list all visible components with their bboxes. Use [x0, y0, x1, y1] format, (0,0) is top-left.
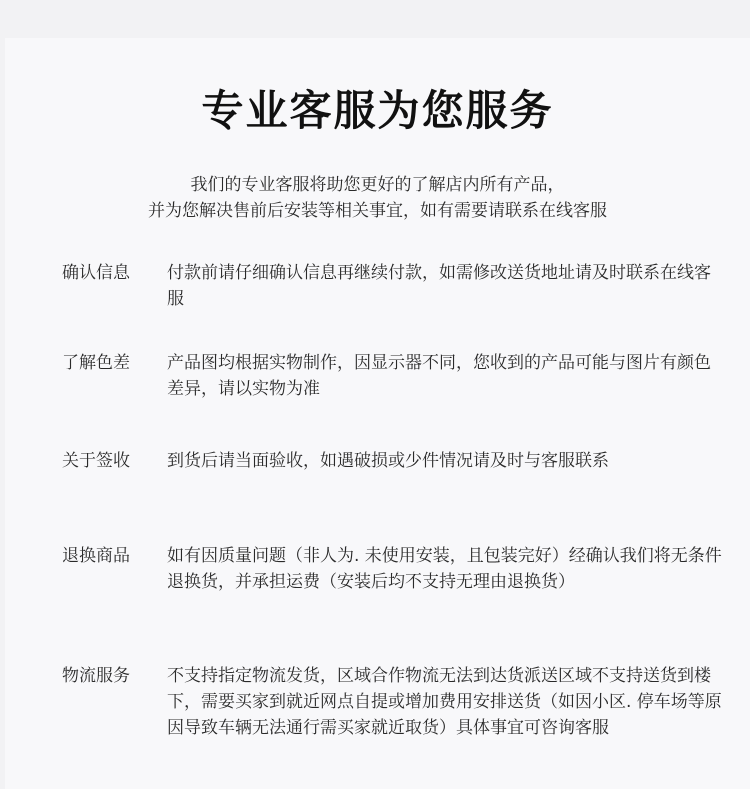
page-title: 专业客服为您服务: [201, 86, 554, 135]
intro-line-1: 我们的专业客服将助您更好的了解店内所有产品，: [190, 175, 565, 195]
intro: [5, 172, 750, 224]
item-color-difference: [62, 350, 722, 402]
service-panel: [5, 38, 750, 789]
item-text: 如有因质量问题（非人为. 未使用安装，且包装完好）经确认我们将无条件退换货，并承担运费（安装后均不支持无理由退换货）: [167, 546, 722, 592]
item-text: 不支持指定物流发货，区域合作物流无法到达货派送区域不支持送货到楼下，需要买家到就近网点自提或增加费用安排送货（如因小区. 停车场等原因导致车辆无法通行需买家就近取货）具体事宜可咨询客服: [167, 666, 722, 738]
item-confirm-info: [62, 260, 722, 312]
item-logistics: [62, 663, 722, 741]
item-label: 关于签收: [62, 451, 130, 471]
intro-line-2: 并为您解决售前后安装等相关事宜，如有需要请联系在线客服: [148, 201, 607, 221]
item-label: 了解色差: [62, 353, 130, 373]
item-label: 物流服务: [62, 666, 130, 686]
item-text: 付款前请仔细确认信息再继续付款，如需修改送货地址请及时联系在线客服: [167, 263, 711, 309]
item-sign-receipt: [62, 448, 722, 474]
item-text: 到货后请当面验收，如遇破损或少件情况请及时与客服联系: [167, 451, 609, 471]
item-returns: [62, 543, 722, 595]
item-text: 产品图均根据实物制作，因显示器不同，您收到的产品可能与图片有颜色差异，请以实物为准: [167, 353, 711, 399]
item-label: 确认信息: [62, 263, 130, 283]
item-label: 退换商品: [62, 546, 130, 566]
